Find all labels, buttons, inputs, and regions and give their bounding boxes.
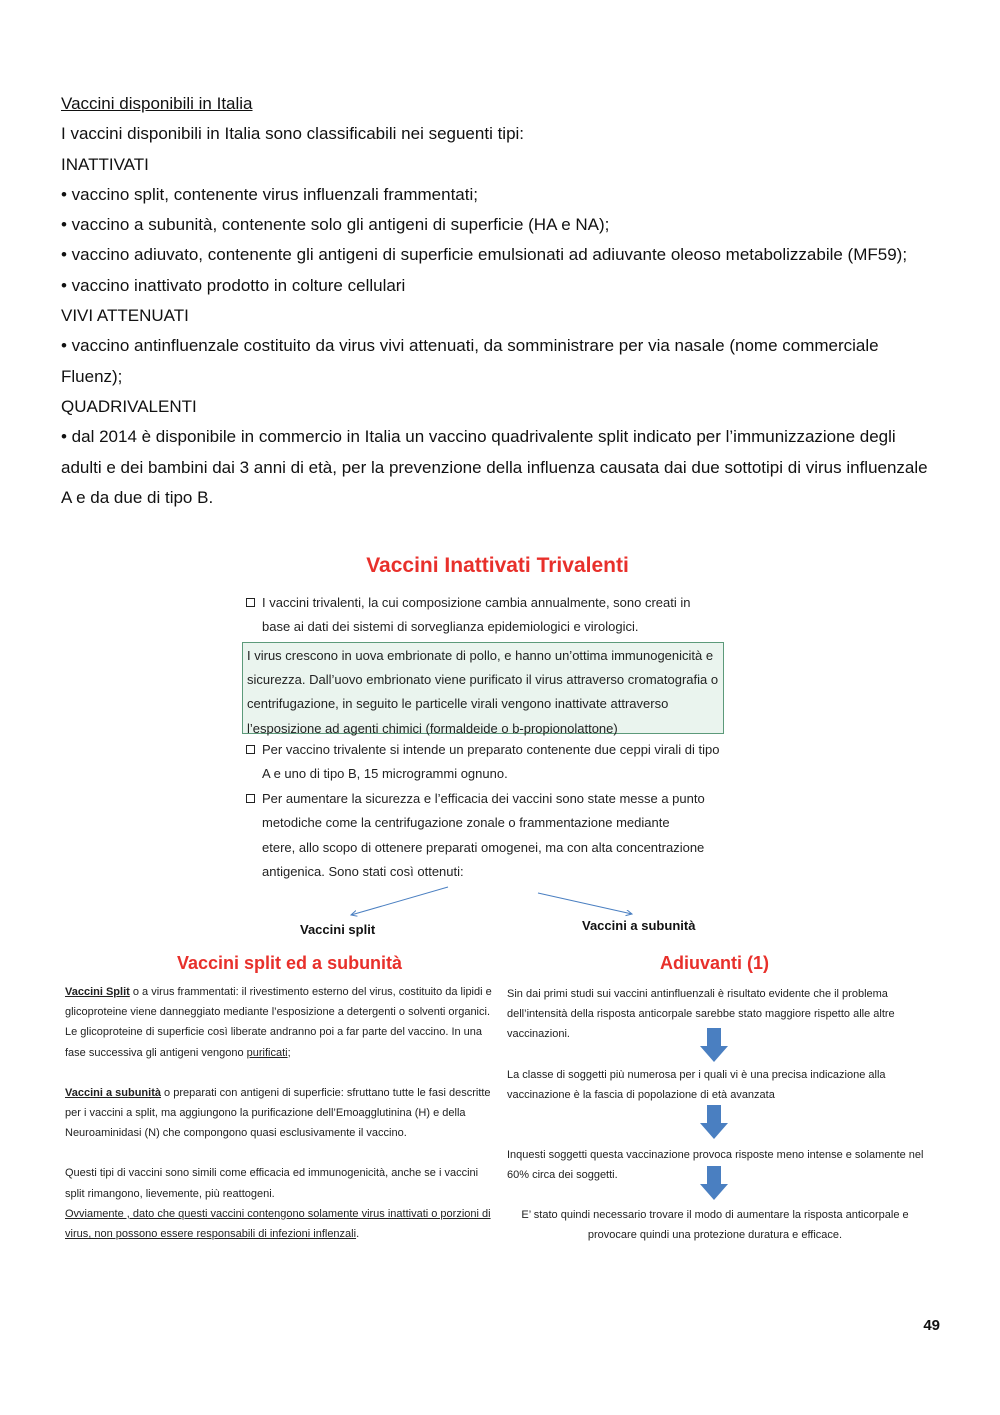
left-panel-paragraph: Vaccini a subunità o preparati con antigeni di superficie: sfruttano tutte le fasi descritte per i vaccini a split, ma aggiungono la purificazione dell’Emoagglutinina (H) e della Neuroaminidasi (N) che compongono quasi esclusivamente il vaccino. — [65, 1086, 491, 1140]
down-arrow-icon — [700, 1166, 728, 1200]
branch-left-label: Vaccini split — [300, 922, 376, 937]
figure-bullet-text: Per aumentare la sicurezza e l’efficacia dei vaccini sono state messe a punto metodiche come la centrifugazione zonale o frammentazione mediante etere, allo scopo di ottenere preparati omogenei, ma con alta concentrazione antigenica. Sono stati così ottenuti: — [262, 791, 705, 880]
left-panel-body — [65, 982, 495, 1264]
down-arrow-icon — [700, 1028, 728, 1062]
right-panel-title: Adiuvanti (1) — [660, 953, 770, 973]
underlined-note: Ovviamente , dato che questi vaccini contengono solamente virus inattivati o porzioni di virus, non possono essere responsabili di infezioni inflenzali — [65, 1207, 491, 1241]
section-title: Vaccini disponibili in Italia — [61, 94, 253, 113]
left-panel-paragraph: Vaccini Split o a virus frammentati: il rivestimento esterno del virus, costituito da lipidi e glicoproteine viene danneggiato mediante l’esposizione a detergenti o solventi organici. Le glicoproteine di superficie così liberate andranno poi a far parte del vaccino. In una fase successiva gli antigeni vengono purificati; — [65, 986, 492, 1059]
figure-bullet-text: I vaccini trivalenti, la cui composizione cambia annualmente, sono creati in base ai dati dei sistemi di sorveglianza epidemiologici e virologici. — [262, 595, 691, 635]
purificati-link: purificati — [246, 1046, 288, 1059]
list-item: • vaccino antinfluenzale costituito da virus vivi attenuati, da somministrare per via nasale (nome commerciale Fluenz); — [61, 336, 879, 386]
figure-title: Vaccini Inattivati Trivalenti — [366, 554, 629, 577]
inattivati-heading: INATTIVATI — [61, 154, 149, 174]
list-item: • vaccino adiuvato, contenente gli antigeni di superficie emulsionati ad adiuvante oleoso metabolizzabile (MF59); — [61, 245, 908, 265]
figure-bullet-text: Per vaccino trivalente si intende un preparato contenente due ceppi virali di tipo A e uno di tipo B, 15 microgrammi ognuno. — [262, 742, 720, 782]
page-number: 49 — [923, 1317, 940, 1334]
vivi-heading: VIVI ATTENUATI — [61, 306, 189, 326]
list-item: • vaccino split, contenente virus influenzali frammentati; — [61, 184, 478, 204]
list-item: • vaccino a subunità, contenente solo gli antigeni di superficie (HA e NA); — [61, 215, 610, 235]
quadri-heading: QUADRIVALENTI — [61, 396, 197, 416]
right-panel-step: La classe di soggetti più numerosa per i quali vi è una precisa indicazione alla vaccinazione è la fascia di popolazione di età avanzata — [507, 1069, 886, 1102]
right-panel-step: Sin dai primi studi sui vaccini antinfluenzali è risultato evidente che il problema dell’intensità della risposta anticorpale sarebbe stato maggiore rispetto alle altre vaccinazioni. — [507, 988, 895, 1041]
left-panel-title: Vaccini split ed a subunità — [177, 953, 403, 973]
left-branch-arrow — [351, 887, 448, 915]
down-arrow-icon — [700, 1105, 728, 1139]
right-panel-step: E’ stato quindi necessario trovare il modo di aumentare la risposta anticorpale e provocare quindi una protezione duratura e efficace. — [521, 1209, 909, 1242]
branch-right-label: Vaccini a subunità — [582, 918, 696, 933]
term-subunita: Vaccini a subunità — [65, 1086, 161, 1099]
list-item: • dal 2014 è disponibile in commercio in Italia un vaccino quadrivalente split indicato per l’immunizzazione degli adulti e dei bambini dai 3 anni di età, per la prevenzione della influenza causata dai due sottotipi di virus influenzale A e da due di tipo B. — [61, 427, 928, 507]
term-split: Vaccini Split — [65, 986, 130, 998]
right-panel-step: Inquesti soggetti questa vaccinazione provoca risposte meno intense e solamente nel 60% circa dei soggetti. — [507, 1149, 924, 1182]
right-branch-arrow — [538, 893, 632, 914]
intro-lead: I vaccini disponibili in Italia sono classificabili nei seguenti tipi: — [61, 124, 525, 144]
highlight-box: I virus crescono in uova embrionate di pollo, e hanno un’ottima immunogenicità e sicurezza. Dall’uovo embrionato viene purificato il virus attraverso cromatografia o centrifugazione, in seguito le particelle virali vengono inattivate attraverso l’esposizione ad agenti chimici (formaldeide o b-propionolattone) — [242, 642, 724, 734]
list-item: • vaccino inattivato prodotto in colture cellulari — [61, 275, 406, 295]
left-panel-paragraph: Questi tipi di vaccini sono simili come efficacia ed immunogenicità, anche se i vaccini split rimangono, lievemente, più reattogeni. Ovviamente , dato che questi vaccini contengono solamente virus inattivati o porzioni di virus, non possono essere responsabili di infezioni inflenzali. — [65, 1167, 491, 1241]
